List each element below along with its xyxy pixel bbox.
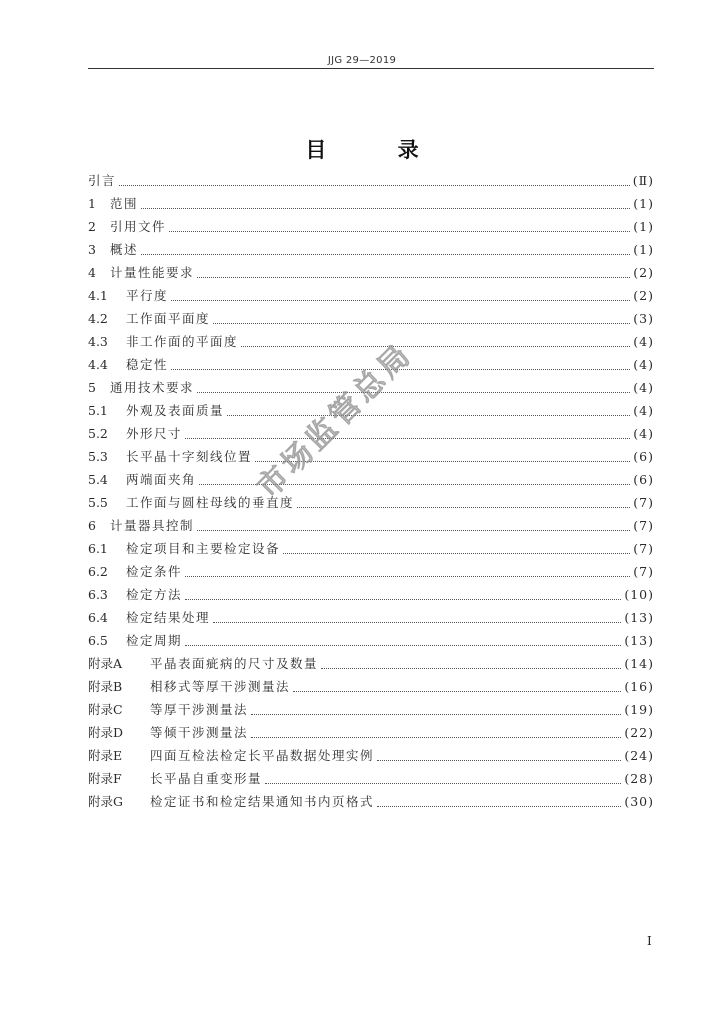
table-of-contents (88, 171, 654, 815)
toc-entry-number: 3 (88, 242, 96, 257)
toc-leader-dots (265, 783, 621, 784)
page-number: I (647, 934, 652, 948)
toc-entry-page: (1) (633, 196, 654, 211)
toc-entry-number: 5.1 (88, 403, 108, 418)
toc-entry-number: 附录D (88, 725, 124, 740)
toc-entry-title: 工作面平面度 (126, 311, 211, 326)
toc-leader-dots (197, 392, 630, 393)
toc-entry[interactable] (88, 424, 654, 447)
toc-entry-number: 2 (88, 219, 96, 234)
toc-entry-title: 平行度 (126, 288, 169, 303)
toc-entry-number: 附录F (88, 771, 122, 786)
toc-entry[interactable] (88, 631, 654, 654)
toc-entry-title: 引用文件 (110, 219, 167, 234)
toc-entry-title: 工作面与圆柱母线的垂直度 (126, 495, 295, 510)
toc-entry[interactable] (88, 539, 654, 562)
toc-leader-dots (283, 553, 630, 554)
toc-entry-title: 计量性能要求 (110, 265, 195, 280)
toc-leader-dots (321, 668, 621, 669)
toc-entry-title: 检定条件 (126, 564, 183, 579)
toc-entry-page: (10) (624, 587, 654, 602)
header-rule (88, 68, 654, 69)
toc-entry[interactable] (88, 562, 654, 585)
toc-entry[interactable] (88, 769, 654, 792)
toc-entry-number: 4.4 (88, 357, 108, 372)
toc-entry-number: 4.1 (88, 288, 108, 303)
toc-entry-page: (Ⅱ) (632, 173, 654, 188)
toc-entry-number: 5.2 (88, 426, 108, 441)
toc-entry-number: 5.5 (88, 495, 108, 510)
toc-entry-page: (1) (633, 242, 654, 257)
toc-entry[interactable] (88, 792, 654, 815)
toc-entry[interactable] (88, 309, 654, 332)
toc-entry-title: 检定证书和检定结果通知书内页格式 (150, 794, 375, 809)
toc-entry-page: (22) (624, 725, 654, 740)
toc-entry[interactable] (88, 470, 654, 493)
toc-entry-title: 通用技术要求 (110, 380, 195, 395)
toc-entry-page: (6) (633, 449, 654, 464)
toc-entry-title: 长平晶自重变形量 (150, 771, 263, 786)
toc-leader-dots (171, 300, 630, 301)
toc-entry[interactable] (88, 654, 654, 677)
toc-entry-number: 5 (88, 380, 96, 395)
toc-entry[interactable] (88, 263, 654, 286)
toc-leader-dots (185, 599, 621, 600)
toc-entry[interactable] (88, 746, 654, 769)
toc-entry-title: 检定周期 (126, 633, 183, 648)
toc-entry-number: 6.5 (88, 633, 108, 648)
toc-leader-dots (227, 415, 630, 416)
standard-code-header: JJG 29—2019 (327, 55, 397, 66)
toc-entry-number: 4.3 (88, 334, 108, 349)
toc-entry[interactable] (88, 585, 654, 608)
toc-entry-page: (3) (633, 311, 654, 326)
toc-entry-number: 6 (88, 518, 96, 533)
toc-entry-page: (4) (633, 357, 654, 372)
toc-entry-title: 平晶表面疵病的尺寸及数量 (150, 656, 319, 671)
toc-entry-page: (14) (624, 656, 654, 671)
toc-entry-title: 检定结果处理 (126, 610, 211, 625)
toc-entry-page: (13) (624, 610, 654, 625)
toc-entry-title: 稳定性 (126, 357, 169, 372)
toc-entry[interactable] (88, 516, 654, 539)
toc-entry-number: 附录G (88, 794, 123, 809)
watermark: 市场监管总局 (250, 336, 420, 506)
toc-entry-page: (30) (624, 794, 654, 809)
toc-entry-page: (4) (633, 380, 654, 395)
toc-entry-title: 长平晶十字刻线位置 (126, 449, 253, 464)
toc-entry-title: 两端面夹角 (126, 472, 197, 487)
toc-entry-number: 6.4 (88, 610, 108, 625)
toc-entry-title: 四面互检法检定长平晶数据处理实例 (150, 748, 375, 763)
toc-entry[interactable] (88, 217, 654, 240)
toc-entry-page: (4) (633, 334, 654, 349)
toc-entry-page: (7) (633, 564, 654, 579)
toc-entry-page: (6) (633, 472, 654, 487)
toc-entry-page: (19) (624, 702, 654, 717)
toc-leader-dots (241, 346, 630, 347)
toc-leader-dots (197, 530, 630, 531)
toc-entry-title: 等厚干涉测量法 (150, 702, 249, 717)
toc-leader-dots (293, 691, 621, 692)
toc-entry[interactable] (88, 447, 654, 470)
toc-leader-dots (213, 622, 621, 623)
toc-entry-number: 5.4 (88, 472, 108, 487)
toc-entry-page: (7) (633, 541, 654, 556)
page-title: 目 录 (305, 138, 451, 162)
toc-leader-dots (377, 760, 621, 761)
toc-entry-number: 6.3 (88, 587, 108, 602)
toc-leader-dots (185, 645, 621, 646)
toc-entry-page: (2) (633, 288, 654, 303)
toc-entry-number: 1 (88, 196, 96, 211)
toc-leader-dots (119, 185, 630, 186)
toc-entry[interactable] (88, 700, 654, 723)
toc-entry[interactable] (88, 194, 654, 217)
toc-entry-page: (16) (624, 679, 654, 694)
toc-entry-number: 5.3 (88, 449, 108, 464)
toc-entry-title: 概述 (110, 242, 139, 257)
toc-entry-title: 引言 (88, 173, 117, 188)
toc-entry-number: 附录A (88, 656, 123, 671)
toc-entry[interactable] (88, 240, 654, 263)
toc-entry-page: (28) (624, 771, 654, 786)
toc-entry-number: 4 (88, 265, 96, 280)
toc-entry[interactable] (88, 171, 654, 194)
toc-entry-page: (7) (633, 495, 654, 510)
toc-entry-number: 6.1 (88, 541, 108, 556)
toc-entry[interactable] (88, 723, 654, 746)
toc-entry-title: 外观及表面质量 (126, 403, 225, 418)
toc-entry-page: (24) (624, 748, 654, 763)
toc-entry-title: 等倾干涉测量法 (150, 725, 249, 740)
toc-leader-dots (377, 806, 621, 807)
toc-entry-page: (7) (633, 518, 654, 533)
toc-entry[interactable] (88, 493, 654, 516)
toc-leader-dots (197, 277, 630, 278)
toc-entry-title: 检定方法 (126, 587, 183, 602)
toc-leader-dots (141, 208, 630, 209)
toc-entry-number: 附录E (88, 748, 123, 763)
toc-leader-dots (185, 576, 630, 577)
toc-entry-title: 范围 (110, 196, 139, 211)
toc-leader-dots (141, 254, 630, 255)
toc-leader-dots (251, 714, 621, 715)
toc-leader-dots (213, 323, 630, 324)
toc-entry-page: (4) (633, 403, 654, 418)
toc-entry-number: 6.2 (88, 564, 108, 579)
toc-leader-dots (297, 507, 630, 508)
toc-entry[interactable] (88, 677, 654, 700)
toc-entry-page: (4) (633, 426, 654, 441)
toc-entry[interactable] (88, 608, 654, 631)
toc-entry-title: 检定项目和主要检定设备 (126, 541, 281, 556)
toc-entry-title: 非工作面的平面度 (126, 334, 239, 349)
toc-entry[interactable] (88, 286, 654, 309)
toc-entry-number: 附录C (88, 702, 123, 717)
toc-entry-title: 计量器具控制 (110, 518, 195, 533)
toc-entry-title: 相移式等厚干涉测量法 (150, 679, 291, 694)
toc-entry-title: 外形尺寸 (126, 426, 183, 441)
toc-entry-number: 附录B (88, 679, 123, 694)
toc-entry-page: (13) (624, 633, 654, 648)
toc-leader-dots (169, 231, 630, 232)
toc-entry-number: 4.2 (88, 311, 108, 326)
toc-entry-page: (2) (633, 265, 654, 280)
toc-entry-page: (1) (633, 219, 654, 234)
toc-leader-dots (251, 737, 621, 738)
toc-leader-dots (185, 438, 630, 439)
